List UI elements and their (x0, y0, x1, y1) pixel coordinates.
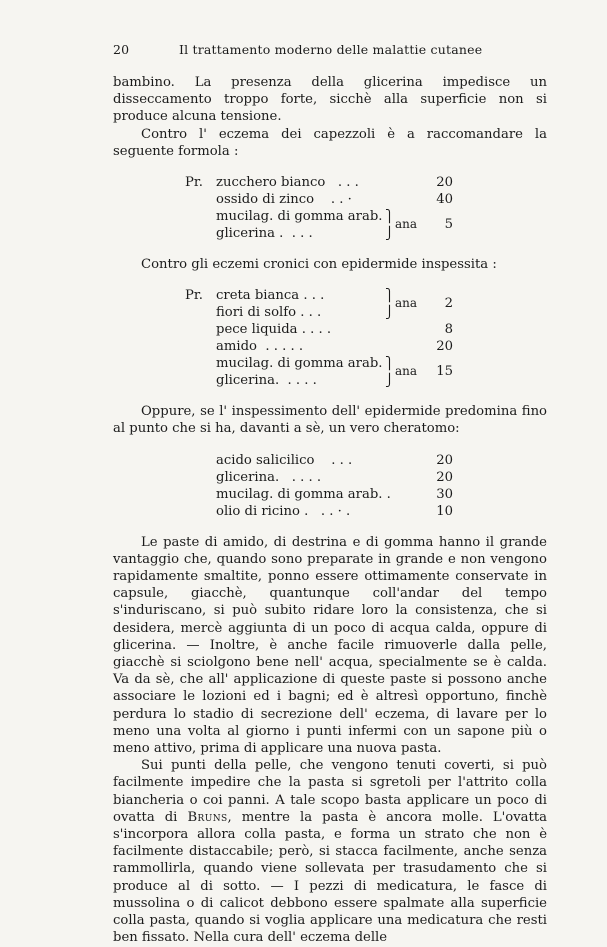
ingredient-name: glicerina . . . . (216, 226, 313, 242)
ingredient-qty: 8 (444, 322, 453, 338)
formula-row (113, 174, 547, 191)
author-name: Bruns (187, 809, 228, 825)
ingredient-name: mucilag. di gomma arab. (216, 356, 383, 372)
ana-qty: 2 (444, 296, 453, 312)
brace: ⎫ (385, 288, 394, 303)
paragraph-3: Contro gli eczemi cronici con epidermide inspessita : (141, 257, 497, 273)
brace: ⎭ (385, 226, 394, 241)
formula-row (113, 208, 547, 225)
paragraph-6: Sui punti della pelle, che vengono tenuti coverti, si può facilmente impedire che la pasta si sgretoli per l'attrito colla biancheria o coi panni. A tale scopo basta applicare un poco di ovatta di Bruns, mentre la pasta è ancora molle. L'ovatta s'incorpora allora colla pasta, e forma un strato che non è facilmente distaccabile; però, si stacca facilmente, anche senza rammollirla, quando viene sollevata per trasudamento che si produce al di sotto. — I pezzi di medicatura, le fasce di mussolina o di calicot debbono essere spalmate alla superficie colla pasta, quando si voglia applicare una medicatura che resti ben fissato. Nella cura dell' eczema delle (113, 758, 547, 946)
running-title: Il trattamento moderno delle malattie cutanee (179, 42, 483, 57)
ana-label: ana (395, 296, 418, 311)
ingredient-qty: 10 (436, 503, 453, 519)
paragraph-2: Contro l' eczema dei capezzoli è a raccomandare la seguente formola : (113, 126, 547, 159)
formula-row (113, 503, 547, 520)
formula-3 (113, 452, 547, 520)
ingredient-name: creta bianca . . . (216, 288, 325, 304)
formula-row (113, 338, 547, 355)
ingredient-qty: 20 (436, 175, 453, 191)
ingredient-qty: 30 (436, 486, 453, 502)
ingredient-name: mucilag. di gomma arab. (216, 209, 383, 225)
formula-row (113, 372, 547, 389)
ana-qty: 5 (444, 217, 453, 233)
formula-row (113, 355, 547, 380)
formula-row (113, 321, 547, 338)
ingredient-name: pece liquida . . . . (216, 322, 332, 338)
ingredient-qty: 20 (436, 339, 453, 355)
formula-row (113, 486, 547, 503)
ingredient-name: acido salicilico . . . (216, 452, 353, 468)
ingredient-name: fiori di solfo . . . (216, 305, 322, 321)
ingredient-name: amido . . . . . (216, 339, 304, 355)
ingredient-qty: 20 (436, 469, 453, 485)
ingredient-name: olio di ricino . . . · . (216, 503, 351, 519)
brace: ⎫ (385, 356, 394, 371)
ingredient-qty: 40 (436, 192, 453, 208)
formula-2 (113, 287, 547, 389)
formula-row (113, 304, 547, 321)
prescription-mark: Pr. (185, 175, 203, 191)
brace: ⎫ (385, 209, 394, 224)
ana-label: ana (395, 217, 418, 232)
ingredient-name: zucchero bianco . . . (216, 175, 359, 191)
ingredient-name: ossido di zinco . . · (216, 192, 352, 208)
paragraph-4: Oppure, se l' inspessimento dell' epidermide predomina fino al punto che si ha, davanti a sè, un vero cheratomo: (113, 404, 547, 437)
formula-row (113, 469, 547, 486)
ingredient-name: mucilag. di gomma arab. . (216, 486, 391, 502)
paragraph-1: bambino. La presenza della glicerina impedisce un disseccamento troppo forte, sicchè alla superficie non si produce alcuna tensione. (113, 75, 547, 125)
prescription-mark: Pr. (185, 288, 203, 304)
ingredient-name: glicerina. . . . . (216, 373, 317, 389)
page-number: 20 (113, 42, 130, 57)
formula-1 (113, 174, 547, 242)
formula-row (113, 287, 547, 312)
ingredient-name: glicerina. . . . . (216, 469, 322, 485)
formula-row (113, 452, 547, 469)
brace: ⎭ (385, 373, 394, 388)
paragraph-5: Le paste di amido, di destrina e di gomma hanno il grande vantaggio che, quando sono preparate in grande e non vengono rapidamente smaltite, ponno essere ottimamente conservate in capsule, giacchè, quantunque coll'andar del tempo s'induriscano, si può subito ridare loro la consistenza, che si desidera, mercè aggiunta di un poco di acqua calda, oppure di glicerina. — Inoltre, è anche facile rimuoverle dalla pelle, giacchè si sciolgono bene nell' acqua, specialmente se è calda. Va da sè, che all' applicazione di queste paste si possono anche associare le lozioni ed i bagni; ed è altresì opportuno, finchè perdura lo stadio di secrezione dell' eczema, di lavare per lo meno una volta al giorno i punti infermi con un sapone più o meno attivo, prima di applicare una nuova pasta. (113, 534, 547, 757)
ana-qty: 15 (436, 364, 453, 380)
ingredient-qty: 20 (436, 452, 453, 468)
brace: ⎭ (385, 305, 394, 320)
ana-label: ana (395, 364, 418, 379)
page-body (113, 74, 547, 947)
formula-row (113, 191, 547, 208)
